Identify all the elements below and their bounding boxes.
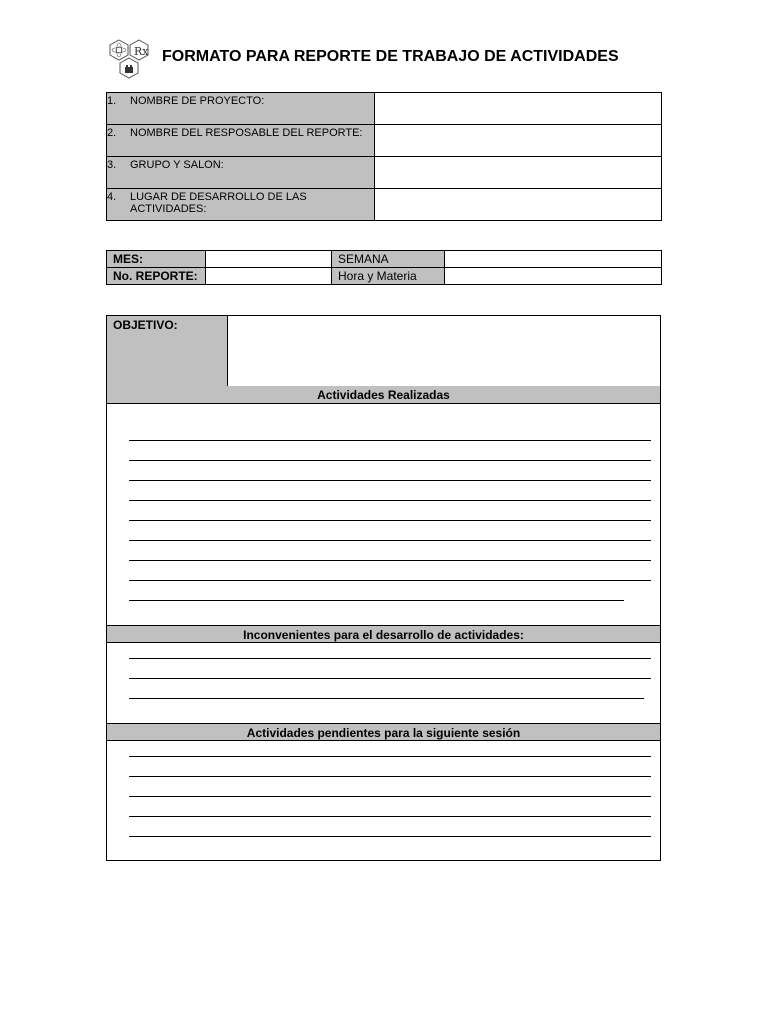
writing-line [129, 756, 651, 757]
project-name-label: NOMBRE DE PROYECTO: [130, 95, 265, 107]
writing-line [129, 836, 651, 837]
report-meta-table [106, 250, 662, 285]
writing-line [129, 500, 651, 501]
writing-line [129, 816, 651, 817]
time-subject-label: Hora y Materia [332, 268, 445, 285]
objective-row [107, 316, 660, 387]
document-header [106, 38, 666, 88]
report-number-label: No. REPORTE: [107, 268, 206, 285]
table-row [107, 189, 662, 221]
responsible-name-field[interactable] [375, 125, 662, 157]
writing-line [129, 796, 651, 797]
writing-line [129, 560, 651, 561]
table-row [107, 268, 662, 285]
writing-line [129, 480, 651, 481]
item-number: 2. [107, 127, 117, 139]
week-label: SEMANA [332, 251, 445, 268]
report-number-field[interactable] [206, 268, 332, 285]
week-field[interactable] [445, 251, 662, 268]
table-row [107, 251, 662, 268]
writing-line [129, 520, 651, 521]
project-info-table [106, 92, 662, 221]
table-row [107, 157, 662, 189]
activity-report-box [106, 315, 661, 861]
document-title: FORMATO PARA REPORTE DE TRABAJO DE ACTIVIDADES [162, 48, 619, 65]
month-label: MES: [107, 251, 206, 268]
item-number: 1. [107, 95, 117, 107]
writing-line [129, 678, 651, 679]
label-cell [107, 93, 375, 125]
item-number: 4. [107, 191, 117, 203]
issues-heading: Inconvenientes para el desarrollo de actividades: [107, 625, 660, 643]
activity-location-label: LUGAR DE DESARROLLO DE LAS ACTIVIDADES: [130, 191, 307, 215]
group-room-label: GRUPO Y SALON: [130, 159, 224, 171]
label-cell [107, 157, 375, 189]
writing-line [129, 658, 651, 659]
writing-line [129, 580, 651, 581]
writing-line [129, 698, 644, 699]
time-subject-field[interactable] [445, 268, 662, 285]
activity-location-field[interactable] [375, 189, 662, 221]
svg-text:Rx: Rx [134, 45, 149, 58]
writing-line [129, 600, 624, 601]
label-cell [107, 125, 375, 157]
writing-line [129, 460, 651, 461]
pending-heading: Actividades pendientes para la siguiente sesión [107, 723, 660, 741]
responsible-name-label: NOMBRE DEL RESPOSABLE DEL REPORTE: [130, 127, 363, 139]
item-number: 3. [107, 159, 117, 171]
objective-field[interactable] [229, 316, 660, 386]
writing-line [129, 440, 651, 441]
label-cell [107, 189, 375, 221]
project-name-field[interactable] [375, 93, 662, 125]
table-row [107, 125, 662, 157]
school-logo [106, 38, 158, 88]
month-field[interactable] [206, 251, 332, 268]
objective-label: OBJETIVO: [107, 316, 228, 386]
writing-line [129, 776, 651, 777]
writing-line [129, 540, 651, 541]
group-room-field[interactable] [375, 157, 662, 189]
activities-done-heading: Actividades Realizadas [107, 386, 660, 404]
table-row [107, 93, 662, 125]
